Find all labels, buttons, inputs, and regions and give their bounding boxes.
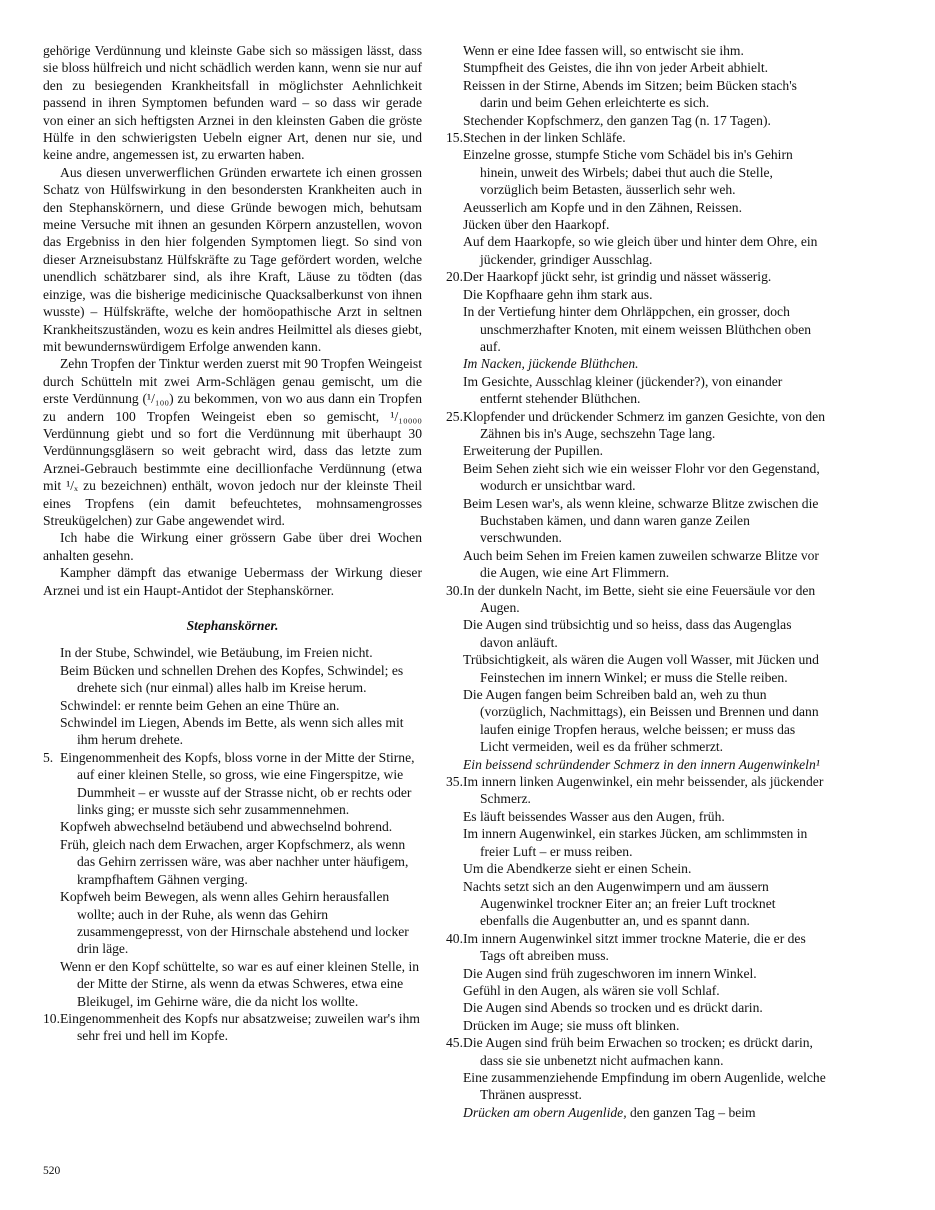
- symptom-entry: [43, 644, 422, 661]
- symptom-entry: [446, 442, 826, 459]
- entry-text: Wenn er den Kopf schüttelte, so war es auf einer kleinen Stelle, in der Mitte der Stirne, als wenn da etwas Schweres, etwa eine Bleikugel, im Gehirne wäre, die da nicht los wollte.: [60, 958, 420, 1009]
- symptom-entry: [446, 460, 826, 495]
- right-column: [446, 42, 826, 1121]
- entry-text: Schwindel im Liegen, Abends im Bette, als wenn sich alles mit ihm herum drehete.: [60, 715, 404, 748]
- entry-text: Stechen in der linken Schläfe.: [463, 130, 626, 146]
- body-paragraph: gehörige Verdünnung und kleinste Gabe sich so mässigen lässt, dass sie bloss hülfreich und nicht schädlich werden kann, wenn sie nur auf den zu besiegenden Krankheitsfall in möglichster Aehnlichkeit passend in ihren Symptomen befunden ward – so dass wir gerade von einer an sich heftigsten Arznei in den kleinsten Gaben die gröste Hülfe in den schwierigsten Uebeln eigner Art, denen nur sie, und keine andre, angemessen ist, zu erwarten haben.: [43, 43, 422, 163]
- symptom-entry: [446, 268, 826, 285]
- symptom-entry: [43, 697, 422, 714]
- symptom-entry: [446, 825, 826, 860]
- entry-text: Beim Lesen war's, als wenn kleine, schwarze Blitze zwischen die Buchstaben kämen, und dann waren ganze Zeilen verschwunden.: [463, 495, 819, 546]
- symptom-entry: [446, 860, 826, 877]
- symptom-entry: [446, 146, 826, 198]
- entry-text: Die Augen fangen beim Schreiben bald an, weh zu thun (vorzüglich, Nachmittags), ein Beissen und Brennen und dann laufen einige Tropfen heraus, welche beissen; er muss das Licht vermeiden, weil es da früher schmerzt.: [463, 687, 819, 755]
- symptom-entry: [43, 836, 422, 888]
- entry-text: Klopfender und drückender Schmerz im ganzen Gesichte, von den Zähnen bis in's Auge, sechszehn Tage lang.: [463, 408, 825, 441]
- entry-text: Früh, gleich nach dem Erwachen, arger Kopfschmerz, als wenn das Gehirn zerrissen wäre, was aber nachher unter häufigem, krampfhaftem Gähnen verging.: [60, 836, 409, 887]
- symptom-entry: [446, 1104, 826, 1121]
- entry-text: Gefühl in den Augen, als wären sie voll Schlaf.: [463, 982, 720, 998]
- entry-text: Die Kopfhaare gehn ihm stark aus.: [463, 286, 653, 302]
- entry-text: Nachts setzt sich an den Augenwimpern und am äussern Augenwinkel trockner Eiter an; an freier Luft trocknet ebenfalls die Augenbutter an, und es spannt dann.: [463, 878, 776, 929]
- entry-text: Es läuft beissendes Wasser aus den Augen, früh.: [463, 808, 725, 824]
- entry-number: 35.: [446, 774, 463, 790]
- entry-text: Einzelne grosse, stumpfe Stiche vom Schädel bis in's Gehirn hinein, unweit des Wirbels; dabei thut auch die Stelle, vorzüglich beim Betasten, äusserlich sehr weh.: [463, 147, 793, 198]
- symptom-entry: [43, 749, 422, 819]
- symptom-entry: [446, 616, 826, 651]
- entry-number: 25.: [446, 408, 463, 424]
- body-paragraph: Aus diesen unverwerflichen Gründen erwartete ich einen grossen Schatz von Hülfswirkung in den besondersten Krankheiten auch in den Stephanskörnern, und diese Gründe bewogen mich, behutsam meine Versuche mit ihnen an gesunden Körpern anzustellen, wovon das Ergebniss in den hier folgenden Symptomen liegt. So sind von dieser Arzneisubstanz Hülfskräfte zu Tage gefördert worden, welche unendlich schätzbarer sind, als ihre Kraft, Läuse zu tödten (das einzige, was die bisherige medicinische Quacksalberkunst von ihnen wusste) – Hülfskräfte, welche der homöopathische Arzt in seltnen Krankheitszuständen, wozu es kein andres Heilmittel als dieses giebt, mit bewundernswürdigem Erfolge anwenden kann.: [43, 164, 422, 354]
- entry-text: In der Vertiefung hinter dem Ohrläppchen, ein grosser, doch unschmerzhafter Knoten, mit einem weissen Blüthchen oben auf.: [463, 304, 812, 354]
- symptom-entry: [43, 888, 422, 958]
- entry-text: Eingenommenheit des Kopfs, bloss vorne in der Mitte der Stirne, auf einer kleinen Stelle, so gross, wie eine Fingerspitze, wie Dummheit – er wusste auf der Strasse nicht, ob er rechts oder links ging; er musste sich sehr zusammennehmen.: [60, 749, 415, 818]
- symptom-entry: [446, 233, 826, 268]
- entry-text: Die Augen sind Abends so trocken und es drückt darin.: [463, 1000, 763, 1016]
- entry-number: 45.: [446, 1035, 463, 1051]
- entry-text: Die Augen sind früh zugeschworen im innern Winkel.: [463, 965, 757, 981]
- symptom-entry: [446, 112, 826, 129]
- entry-text: Die Augen sind trübsichtig und so heiss, dass das Augenglas davon anläuft.: [463, 617, 792, 650]
- entry-text: Eingenommenheit des Kopfs nur absatzweise; zuweilen war's ihm sehr frei und hell im Kopfe.: [60, 1010, 420, 1044]
- body-paragraph: Zehn Tropfen der Tinktur werden zuerst mit 90 Tropfen Weingeist durch Schütteln mit zwei Arm-Schlägen genau gemischt, um die erste Verdünnung (¹/₁₀₀) zu bekommen, von wo aus dann ein Tropfen zu andern 100 Tropfen Weingeist eben so gemischt, ¹/₁₀₀₀₀ Verdünnung giebt und so fort die Verdünnung mit überhaupt 30 Verdünnungsgläsern so weit gebracht wird, dass das letzte zum Arznei-Gebrauch bestimmte eine decillionfache Verdünnung (etwa mit ¹/ₓ zu bezeichnen) enthält, wovon jedoch nur der kleinste Theil eines Tropfens (ein damit befeuchtetes, mohnsamengrosses Streukügelchen) zur Gabe angewendet wird.: [43, 356, 422, 528]
- symptom-entry: [446, 355, 826, 372]
- entry-text: Jücken über den Haarkopf.: [463, 217, 610, 233]
- symptom-entry: [43, 818, 422, 835]
- section-heading: Stephanskörner.: [186, 618, 279, 633]
- symptom-entry: [446, 773, 826, 808]
- entry-text: Kopfweh abwechselnd betäubend und abwechselnd bohrend.: [60, 819, 393, 835]
- entry-text: Aeusserlich am Kopfe und in den Zähnen, Reissen.: [463, 199, 742, 215]
- entry-text: Im innern Augenwinkel, ein starkes Jücken, am schlimmsten in freier Luft – er muss reiben.: [463, 826, 808, 859]
- symptom-entry: [446, 495, 826, 547]
- symptom-entry: [446, 686, 826, 756]
- symptom-entry: [446, 1017, 826, 1034]
- symptom-entry: [43, 662, 422, 697]
- entry-text: Die Augen sind früh beim Erwachen so trocken; es drückt darin, dass sie sie unbenetzt nicht aufmachen kann.: [463, 1035, 813, 1068]
- symptom-entry: [446, 651, 826, 686]
- entry-number: 10.: [43, 1010, 60, 1026]
- entry-text: Beim Sehen zieht sich wie ein weisser Flohr vor den Gegenstand, wodurch er unsichtbar ward.: [463, 460, 820, 494]
- entry-text: Im innern linken Augenwinkel, ein mehr beissender, als jückender Schmerz.: [463, 774, 824, 807]
- entry-text: Beim Bücken und schnellen Drehen des Kopfes, Schwindel; es drehete sich (nur einmal) alles halb im Kreise herum.: [60, 662, 404, 696]
- entry-text: Im innern Augenwinkel sitzt immer trockne Materie, die er des Tags oft abreiben muss.: [463, 930, 806, 964]
- entry-text: In der Stube, Schwindel, wie Betäubung, im Freien nicht.: [60, 645, 373, 661]
- symptom-entry: [43, 1010, 422, 1045]
- entry-text: Kopfweh beim Bewegen, als wenn alles Gehirn herausfallen wollte; auch in der Ruhe, als wenn das Gehirn zusammengepresst, von der Hirnschale abstehend und locker drin läge.: [60, 889, 409, 957]
- symptom-entry: [446, 129, 826, 146]
- symptom-entry: [446, 808, 826, 825]
- entry-number: 30.: [446, 582, 463, 598]
- entry-text: Erweiterung der Pupillen.: [463, 443, 604, 459]
- entry-text: Auch beim Sehen im Freien kamen zuweilen schwarze Blitze vor die Augen, wie eine Art Flimmern.: [463, 547, 819, 581]
- entry-text: Der Haarkopf jückt sehr, ist grindig und nässet wässerig.: [463, 269, 772, 285]
- body-paragraph: Ich habe die Wirkung einer grössern Gabe über drei Wochen anhalten gesehn.: [43, 530, 422, 563]
- entry-text: In der dunkeln Nacht, im Bette, sieht sie eine Feuersäule vor den Augen.: [463, 582, 816, 615]
- entry-text: Drücken im Auge; sie muss oft blinken.: [463, 1017, 680, 1033]
- symptom-entry: [446, 59, 826, 76]
- entry-text: Im Gesichte, Ausschlag kleiner (jückender?), von einander entfernt stehender Blüthchen.: [463, 373, 783, 407]
- entry-italic-text: Im Nacken, jückende Blüthchen.: [463, 356, 639, 372]
- symptom-entry: [446, 216, 826, 233]
- symptom-entry: [43, 958, 422, 1010]
- symptom-entry: [446, 756, 826, 773]
- left-column: [43, 42, 422, 1045]
- symptom-entry: [446, 408, 826, 443]
- entry-number: 5.: [43, 749, 54, 765]
- symptom-entry: [446, 1069, 826, 1104]
- symptom-entry: [446, 930, 826, 965]
- page-number: 520: [43, 1165, 61, 1177]
- symptom-entry: [43, 714, 422, 749]
- symptom-entry: [446, 878, 826, 930]
- entry-text: Auf dem Haarkopfe, so wie gleich über und hinter dem Ohre, ein jückender, grindiger Ausschlag.: [463, 234, 818, 267]
- entry-text: Wenn er eine Idee fassen will, so entwischt sie ihm.: [463, 43, 744, 58]
- entry-text: Eine zusammenziehende Empfindung im obern Augenlide, welche Thränen auspresst.: [463, 1069, 826, 1103]
- entry-italic-text: Drücken am obern Augenlide,: [463, 1104, 627, 1120]
- symptom-entry: [446, 199, 826, 216]
- body-paragraph: Kampher dämpft das etwanige Uebermass der Wirkung dieser Arznei und ist ein Haupt-Antidot der Stephanskörner.: [43, 565, 422, 598]
- entry-italic-text: Ein beissend schründender Schmerz in den innern Augenwinkeln¹: [463, 756, 820, 772]
- entry-number: 20.: [446, 269, 463, 285]
- entry-text: Reissen in der Stirne, Abends im Sitzen; beim Bücken stach's darin und beim Gehen erleichterte es sich.: [463, 77, 797, 111]
- entry-text: den ganzen Tag – beim: [626, 1104, 756, 1120]
- entry-text: Um die Abendkerze sieht er einen Schein.: [463, 861, 692, 877]
- symptom-entry: [446, 999, 826, 1016]
- symptom-entry: [446, 547, 826, 582]
- entry-number: 15.: [446, 130, 463, 146]
- entry-text: Schwindel: er rennte beim Gehen an eine Thüre an.: [60, 697, 340, 713]
- entry-text: Stechender Kopfschmerz, den ganzen Tag (n. 17 Tagen).: [463, 112, 771, 128]
- symptom-entry: [446, 286, 826, 303]
- symptom-entry: [446, 373, 826, 408]
- symptom-entry: [446, 982, 826, 999]
- symptom-entry: [446, 77, 826, 112]
- symptom-entry: [446, 1034, 826, 1069]
- entry-text: Stumpfheit des Geistes, die ihn von jeder Arbeit abhielt.: [463, 60, 769, 76]
- entry-text: Trübsichtigkeit, als wären die Augen voll Wasser, mit Jücken und Feinstechen im innern Winkel; er muss die Stelle reiben.: [463, 652, 819, 685]
- symptom-entry: [446, 303, 826, 355]
- symptom-entry: [446, 582, 826, 617]
- entry-number: 40.: [446, 930, 463, 946]
- symptom-entry: [446, 42, 826, 59]
- symptom-entry: [446, 965, 826, 982]
